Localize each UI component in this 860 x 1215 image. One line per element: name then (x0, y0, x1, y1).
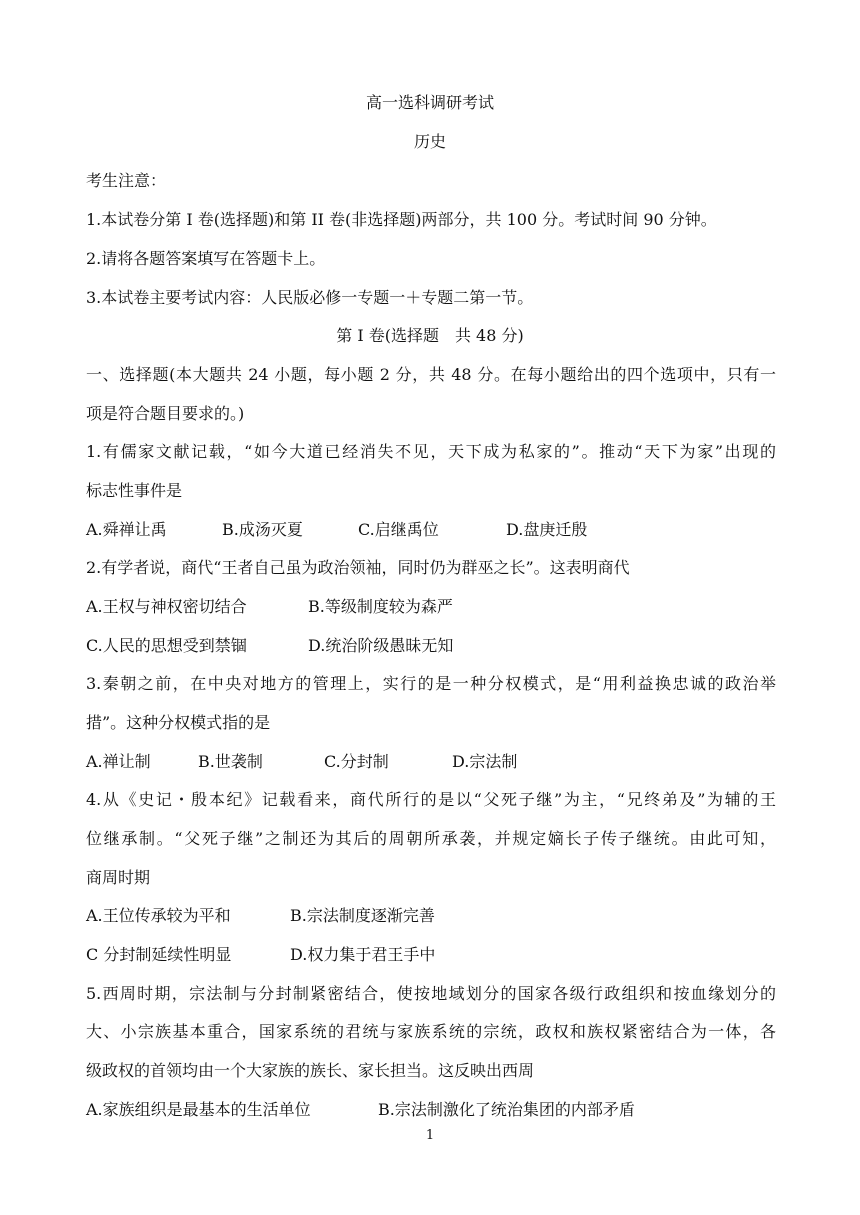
question-1-stem: 标志性事件是 (86, 481, 183, 500)
option-c[interactable]: C.人民的思想受到禁锢 (86, 636, 247, 655)
notice-heading: 考生注意： (86, 171, 167, 190)
notice-item: 2.请将各题答案填写在答题卡上。 (86, 249, 326, 268)
option-a[interactable]: A.禅让制 (86, 752, 151, 771)
question-5-stem: 级政权的首领均由一个大家族的族长、家长担当。这反映出西周 (86, 1061, 535, 1080)
option-a[interactable]: A.家族组织是最基本的生活单位 (86, 1100, 311, 1119)
question-1-stem: 1.有儒家文献记载，“如今大道已经消失不见，天下成为私家的”。推动“天下为家”出现的 (86, 442, 776, 461)
option-c[interactable]: C 分封制延续性明显 (86, 945, 232, 964)
question-5-stem: 大、小宗族基本重合，国家系统的君统与家族系统的宗统，政权和族权紧密结合为一体，各 (86, 1022, 776, 1041)
notice-item: 3.本试卷主要考试内容：人民版必修一专题一＋专题二第一节。 (86, 288, 534, 307)
option-d[interactable]: D.盘庚迁殷 (506, 520, 588, 539)
option-b[interactable]: B.宗法制激化了统治集团的内部矛盾 (378, 1100, 635, 1119)
option-d[interactable]: D.权力集于君王手中 (290, 945, 436, 964)
section-intro: 项是符合题目要求的。) (86, 404, 245, 423)
option-b[interactable]: B.等级制度较为森严 (308, 597, 453, 616)
exam-title: 高一选科调研考试 (365, 93, 494, 112)
option-d[interactable]: D.宗法制 (452, 752, 518, 771)
question-3-stem: 措”。这种分权模式指的是 (86, 713, 271, 732)
exam-subject: 历史 (413, 132, 446, 151)
option-d[interactable]: D.统治阶级愚昧无知 (308, 636, 454, 655)
page-number: 1 (425, 1128, 435, 1143)
option-a[interactable]: A.王权与神权密切结合 (86, 597, 247, 616)
question-4-stem: 4.从《史记・殷本纪》记载看来，商代所行的是以“父死子继”为主，“兄终弟及”为辅的王 (86, 790, 776, 809)
question-3-stem: 3.秦朝之前，在中央对地方的管理上，实行的是一种分权模式，是“用利益换忠诚的政治举 (86, 674, 776, 693)
option-a[interactable]: A.舜禅让禹 (86, 520, 167, 539)
question-5-stem: 5.西周时期，宗法制与分封制紧密结合，使按地域划分的国家各级行政组织和按血缘划分的 (86, 984, 776, 1003)
section-title: 第 I 卷(选择题 共 48 分) (336, 326, 524, 345)
option-c[interactable]: C.分封制 (324, 752, 389, 771)
option-a[interactable]: A.王位传承较为平和 (86, 906, 231, 925)
option-b[interactable]: B.世袭制 (198, 752, 263, 771)
option-c[interactable]: C.启继禹位 (358, 520, 439, 539)
question-4-stem: 位继承制。“父死子继”之制还为其后的周朝所承袭，并规定嫡长子传子继统。由此可知， (86, 829, 776, 848)
option-b[interactable]: B.成汤灭夏 (222, 520, 303, 539)
notice-item: 1.本试卷分第 I 卷(选择题)和第 II 卷(非选择题)两部分，共 100 分。考试时间 90 分钟。 (86, 210, 717, 229)
section-intro: 一、选择题(本大题共 24 小题，每小题 2 分，共 48 分。在每小题给出的四个选项中，只有一 (86, 365, 776, 384)
question-4-stem: 商周时期 (86, 868, 151, 887)
question-2-stem: 2.有学者说，商代“王者自己虽为政治领袖，同时仍为群巫之长”。这表明商代 (86, 558, 630, 577)
option-b[interactable]: B.宗法制度逐渐完善 (290, 906, 435, 925)
